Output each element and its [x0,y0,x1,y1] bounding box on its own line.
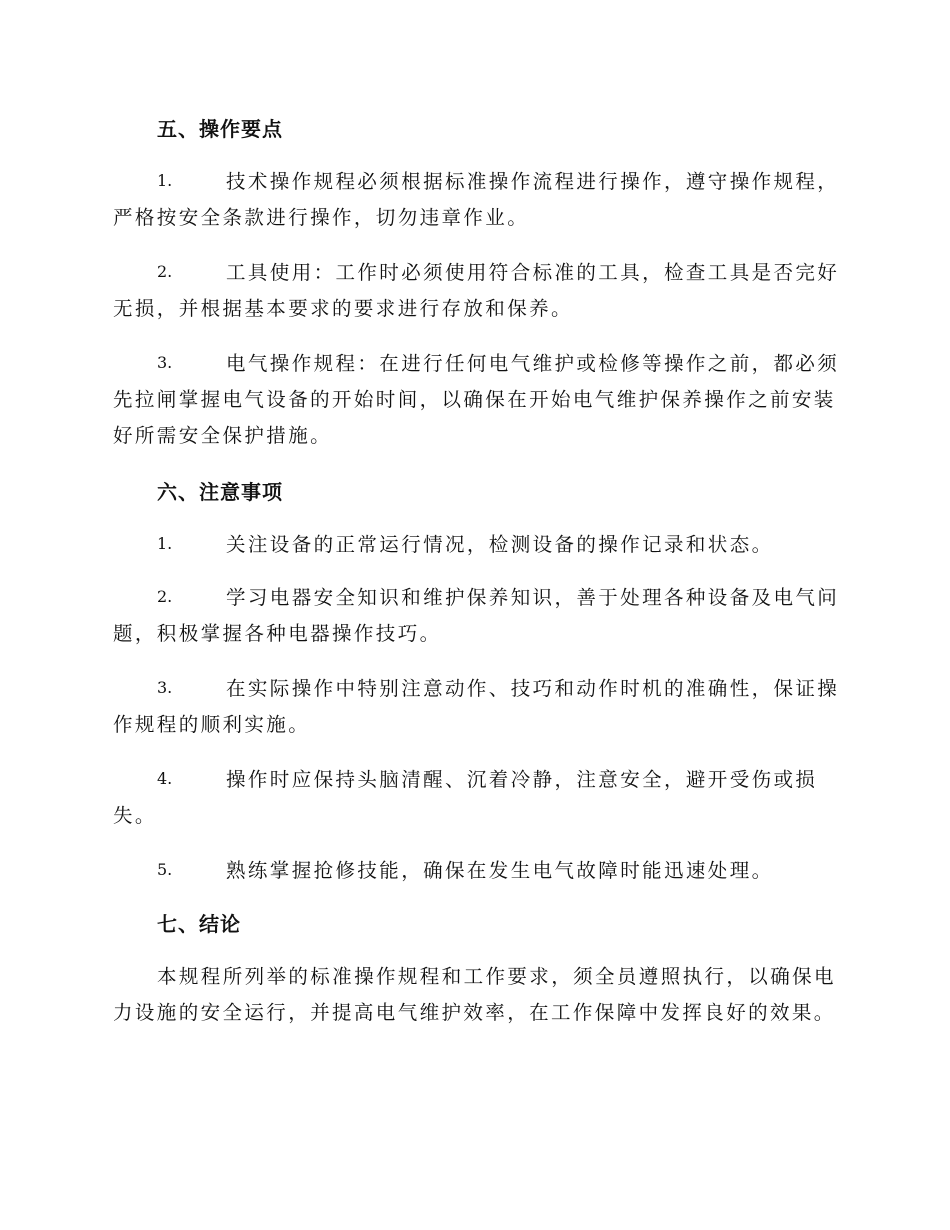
item-number: 3. [157,678,173,697]
item-text-line: 无损，并根据基本要求的要求进行存放和保养。 [113,297,573,320]
item-text-line: 先拉闸掌握电气设备的开始时间，以确保在开始电气维护保养操作之前安装 [113,388,836,411]
item-number: 2. [157,587,173,606]
item-text-line: 操作时应保持头脑清醒、沉着冷静，注意安全，避开受伤或损 [226,768,818,791]
item-number: 5. [157,860,173,879]
item-text-line: 电气操作规程：在进行任何电气维护或检修等操作之前，都必须 [226,352,840,375]
item-text-line: 关注设备的正常运行情况，检测设备的操作记录和状态。 [226,533,774,556]
item-number: 3. [157,353,173,372]
conclusion-text-line: 力设施的安全运行，并提高电气维护效率，在工作保障中发挥良好的效果。 [113,1001,836,1024]
item-text-line: 在实际操作中特别注意动作、技巧和动作时机的准确性，保证操 [226,677,840,700]
item-text-line: 熟练掌握抢修技能，确保在发生电气故障时能迅速处理。 [226,859,774,882]
item-number: 4. [157,769,173,788]
item-text-line: 学习电器安全知识和维护保养知识，善于处理各种设备及电气问 [226,586,840,609]
item-number: 2. [157,262,173,281]
item-text-line: 工具使用：工作时必须使用符合标准的工具，检查工具是否完好 [226,261,840,284]
item-number: 1. [157,171,173,190]
item-text-line: 好所需安全保护措施。 [113,424,333,447]
conclusion-text-line: 本规程所列举的标准操作规程和工作要求，须全员遵照执行，以确保电 [157,965,836,988]
item-text-line: 失。 [113,804,157,827]
item-text-line: 作规程的顺利实施。 [113,713,311,736]
item-text-line: 严格按安全条款进行操作，切勿违章作业。 [113,206,530,229]
section-5-heading: 五、操作要点 [157,117,283,141]
item-number: 1. [157,534,173,553]
section-7-heading: 七、结论 [157,912,241,936]
section-6-heading: 六、注意事项 [157,480,283,504]
item-text-line: 技术操作规程必须根据标准操作流程进行操作，遵守操作规程， [226,170,840,193]
item-text-line: 题，积极掌握各种电器操作技巧。 [113,622,442,645]
